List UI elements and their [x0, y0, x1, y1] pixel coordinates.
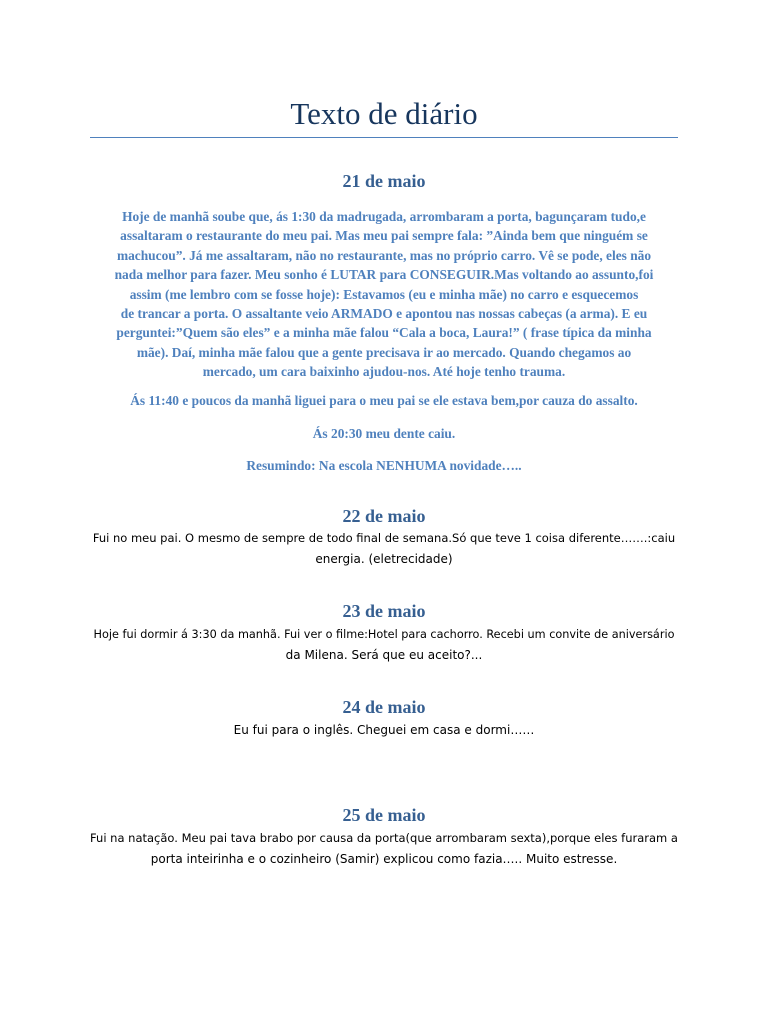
text-line: perguntei:”Quem são eles” e a minha mãe falou “Cala a boca, Laura!” ( frase típica da minha: [116, 325, 652, 341]
text-line: mercado, um cara baixinho ajudou-nos. Até hoje tenho trauma.: [202, 364, 566, 380]
text-line: energia. (eletrecidade): [315, 552, 453, 566]
entry-24-text: [90, 720, 678, 741]
entry-25-text: [90, 828, 678, 870]
entry-21-paragraph-1: [90, 207, 678, 382]
entry-21-paragraph-3: [90, 424, 678, 443]
text-line: porta inteirinha e o cozinheiro (Samir) explicou como fazia….. Muito estresse.: [150, 852, 618, 866]
text-line: Fui no meu pai. O mesmo de sempre de todo final de semana.Só que teve 1 coisa diferente…….:caiu: [92, 531, 676, 545]
entry-date-21-maio: 21 de maio: [342, 171, 426, 191]
entry-21-paragraph-4: [90, 456, 678, 475]
entry-date-24-maio: 24 de maio: [342, 697, 426, 717]
text-line: Hoje fui dormir á 3:30 da manhã. Fui ver o filme:Hotel para cachorro. Recebi um convite de aniversário: [93, 628, 675, 641]
text-line: da Milena. Será que eu aceito?...: [285, 648, 483, 662]
text-line: assim (me lembro com se fosse hoje): Estavamos (eu e minha mãe) no carro e esquecemos: [129, 286, 639, 302]
entry-date-23-maio: 23 de maio: [342, 601, 426, 621]
text-line: machucou”. Já me assaltaram, não no restaurante, mas no próprio carro. Vê se pode, eles não: [116, 247, 652, 263]
text-line: mãe). Daí, minha mãe falou que a gente precisava ir ao mercado. Quando chegamos ao: [136, 344, 632, 360]
text-line: de trancar a porta. O assaltante veio ARMADO e apontou nas nossas cabeças (a arma). E eu: [120, 306, 648, 322]
entry-23-text: [90, 624, 678, 666]
entry-22-text: [90, 528, 678, 570]
document-title: Texto de diário: [290, 96, 478, 131]
text-line: Resumindo: Na escola NENHUMA novidade…..: [246, 458, 522, 473]
text-line: Ás 20:30 meu dente caiu.: [312, 426, 456, 441]
entry-21-paragraph-2: [90, 391, 678, 410]
text-line: Eu fui para o inglês. Cheguei em casa e dormi……: [233, 723, 535, 737]
text-line: nada melhor para fazer. Meu sonho é LUTAR para CONSEGUIR.Mas voltando ao assunto,foi: [114, 267, 654, 283]
text-line: Fui na natação. Meu pai tava brabo por causa da porta(que arrombaram sexta),porque eles furaram a: [90, 831, 678, 845]
entry-date-25-maio: 25 de maio: [342, 805, 426, 825]
title-underline: [90, 137, 678, 138]
entry-date-22-maio: 22 de maio: [342, 506, 426, 526]
text-line: Ás 11:40 e poucos da manhã liguei para o meu pai se ele estava bem,por cauza do assalto.: [130, 393, 638, 408]
text-line: Hoje de manhã soube que, ás 1:30 da madrugada, arrombaram a porta, bagunçaram tudo,e: [122, 209, 646, 224]
text-line: assaltaram o restaurante do meu pai. Mas meu pai sempre fala: ”Ainda bem que ninguém se: [120, 228, 648, 244]
